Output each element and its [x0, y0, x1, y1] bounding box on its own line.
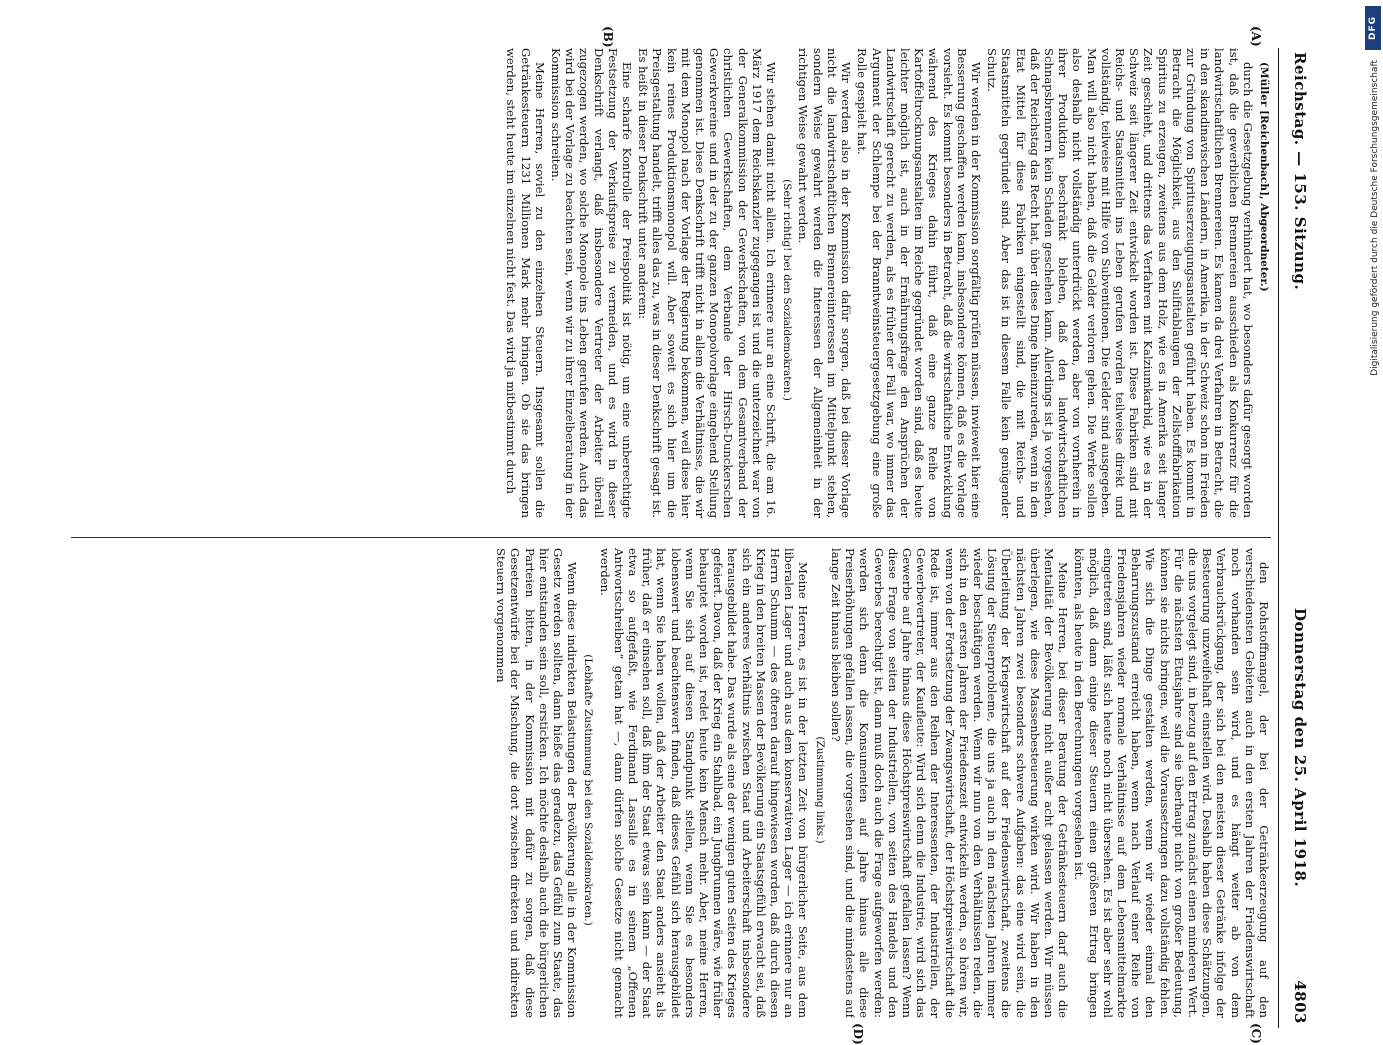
- rotated-page: [45, 26, 1315, 1045]
- page-number: 4803: [1291, 980, 1309, 1024]
- margin-letter-b: (B): [601, 26, 615, 48]
- right-column: [71, 548, 1271, 1018]
- left-column: [71, 48, 1271, 518]
- paragraph: Meine Herren, soviel zu den einzelnen Steuern. Insgesamt sollen die Getränkesteuern 1231 Millionen Mark mehr bringen. Ob sie das bringen werden, steht heute im einzelnen nicht fest. Das wird ja mitbestimmt durch: [504, 48, 547, 518]
- dfg-logo: DFG: [1365, 6, 1381, 50]
- paragraph: durch die Gesetzgebung verhindert hat, wo besonders dafür gesorgt worden ist, daß die gewerblichen Brennereien ausschieden als Konkurrenz für die landwirtschaftlichen Brennereien. Es kamen da drei Verfahren in Betracht, die in den skandinavischen Ländern, in Amerika, in der Schweiz schon im Frieden zur Gründung von Spirituserzeugungsanstalten geführt haben. Es kommt in Betracht die Möglichkeit, aus den Sulfitablaugen der Zellstofffabrikation Spiritus zu erzeugen, zweitens aus dem Holz, wie es in Amerika seit langer Zeit geschieht, und drittens das Verfahren mit Kalziumkarbid, wie es in der Schweiz seit längerer Zeit entwickelt worden ist. Diese Fabriken sind mit Reichs- und Staatsmitteln ins Leben gerufen worden teilweise direkt und vollständig, teilweise mit Hilfe von Subventionen. Die Gelder sind ausgegeben. Man will also nicht haben, daß die Gelder verloren gehen. Die Werke sollen also deshalb nicht vollständig unterdrückt werden, aber von vornherein in ihrer Produktion beschränkt bleiben, daß den landwirtschaftlichen Schnapsbrennern kein Schaden geschehen kann. Allerdings ist ja vorgesehen, daß der Reichstag das Recht hat, über diese Dinge hineinzureden, wenn in den Etat Mittel für diese Fabriken eingestellt sind, die mit Reichs- und Staatsmitteln gegründet sind. Aber das ist in diesem Falle kein genügender Schutz.: [985, 48, 1255, 518]
- digitization-note: Digitalisierung gefördert durch die Deutsche Forschungsgemeinschaft: [1370, 60, 1380, 376]
- paragraph: Wenn diese indirekten Belastungen der Bevölkerung alle in der Kommission Gesetz werden sollten, dann hieße das geradezu, das Gefühl zum Staate, das hier entstanden sein soll, ersticken. Ich möchte deshalb auch die bürgerlichen Parteien bitten, in der Kommission mit dafür zu sorgen, daß diese Gesetzentwürfe bei der Mischung, die dort zwischen direkten und indirekten Steuern vorgenommen: [494, 548, 580, 1018]
- column-divider: [71, 537, 1271, 538]
- header-session: Reichstag. — 153. Sitzung.: [1291, 52, 1309, 291]
- interjection: (Zustimmung links.): [813, 736, 826, 844]
- margin-letter-d: (D): [851, 1023, 865, 1045]
- paragraph: Meine Herren, bei dieser Beratung der Getränkesteuern darf auch die Mentalität der Bevölkerung nicht außer acht gelassen werden. Wir müssen überlegen, wie diese Massenbesteuerung wirken wird. Wir haben in den nächsten Jahren zwei besonders schwere Aufgaben: das eine wird sein, die Überleitung der Kriegswirtschaft auf der Friedenswirtschaft, zweitens die Lösung der Steuerprobleme, die uns ja auch in den nächsten Jahren immer wieder beschäftigen werden. Wenn wir nun von den Verhältnissen reden, die sich in den ersten Jahren der Friedenszeit entwickeln werden, so hören wir, wenn von der Fortsetzung der Zwangswirtschaft, der Höchstpreiswirtschaft die Rede ist, immer aus den Reihen der Interessenten, der Industriellen, der Gewerbevertreter, der Kaufleute: Wird sich denn die Industrie, wird sich das Gewerbe auf Jahre hinaus diese Höchstpreiswirtschaft gefallen lassen? Wenn diese Frage von seiten der Industriellen, von seiten des Handels und den Gewerbes berechtigt ist, dann muß doch auch die Frage aufgeworfen werden: werden sich denn die Konsumenten auf Jahre hinaus alle diese Preiserhöhungen gefallen lassen, die vorgesehen sind, und die mindestens auf lange Zeit hinaus bleiben sollen?: [828, 548, 1071, 1018]
- interjection: (Sehr richtig! bei den Sozialdemokraten.): [781, 179, 794, 401]
- header-date: Donnerstag den 25. April 1918.: [1291, 608, 1309, 888]
- margin-letter-c: (C): [1249, 1023, 1263, 1044]
- page-header: [1278, 48, 1315, 1028]
- paragraph: Wir stehen damit nicht allein. Ich erinnere nur an eine Schrift, die am 16. März 1917 dem Reichskanzler zugegangen ist und die unterzeichnet war von der Generalkommission der Gewerkschaften, von dem Gesamtverband der christlichen Gewerkschaften, dem Verbande der Hirsch-Dunckerschen Gewerkvereine und in der zu der ganzen Monopolvorlage eingehend Stellung genommen ist. Diese Denkschrift trifft nicht in allem die Verhältnisse, die wir mit dem Monopol nach der Vorlage der Regierung bekommen, weil diese hier kein reines Produktionsmonopol will. Aber soweit es sich hier um die Preisgestaltung handelt, trifft alles das zu, was in dieser Denkschrift gesagt ist. Es heißt in dieser Denkschrift unter anderem:: [636, 48, 779, 518]
- margin-letter-a: (A): [1249, 26, 1263, 47]
- digitization-strip: [1363, 0, 1383, 1000]
- paragraph: Meine Herren, es ist in der letzten Zeit von bürgerlicher Seite, aus dem liberalen Lager und auch aus dem konservativen Lager — ich erinnere nur an Herrn Schumm — des öfteren darauf hingewiesen worden, daß durch diesen Krieg in den breiten Massen der Bevölkerung ein Staatsgefühl erwacht sei, daß sich ein anderes Verhältnis zwischen Staat und Arbeiterschaft insbesondere herausgebildet habe. Das wurde als eine der wenigen guten Seiten des Krieges gefeiert. Davon, daß der Krieg ein Stahlbad, ein Jungbrunnen wäre, wie früher behauptet worden ist, redet heute kein Mensch mehr. Aber, meine Herren, wenn Sie sich auf diesen Standpunkt stellen, wenn Sie es besonders lobenswert und beachtenswert finden, daß dieses Gefühl sich herausgebildet hat, wenn Sie haben wollen, daß der Arbeiter den Staat anders ansieht als früher, daß er einsehen soll, daß ihm der Staat etwas sein kann — der Staat etwa so aufgefaßt, wie Ferdinand Lassalle es in seinem „Offenen Antwortschreiben“ getan hat —, dann dürfen solche Gesetze nicht gemacht werden.: [597, 548, 811, 1018]
- interjection: (Lebhafte Zustimmung bei den Sozialdemokraten.): [582, 654, 595, 926]
- paragraph: Wir werden in der Kommission sorgfältig prüfen müssen, inwieweit hier eine Besserung geschaffen werden kann, insbesondere können, daß es die Vorlage vorsieht. Es kommt besonders in Betracht, daß die wirtschaftliche Entwicklung während des Krieges dahin führt, daß eine ganze Reihe von Kartoffeltrocknungsanstalten im Reiche gegründet worden sind, daß es heute leichter möglich ist, auch in der Ernährungsfrage den Ansprüchen der Landwirtschaft gerecht zu werden, als es früher der Fall war, wo immer das Argument der Schlempe bei der Branntweinsteuergesetzgebung eine große Rolle gespielt hat.: [855, 48, 983, 518]
- paragraph: den Rohstoffmangel, der bei der Getränkeerzeugung auf den verschiedensten Gebieten auch in den ersten Jahren der Friedenswirtschaft noch vorhanden sein wird, und es hängt weiter ab von dem Verbrauchsrückgang, der sich bei den meisten dieser Getränke infolge der Besteuerung unzweifelhaft einstellen wird. Deshalb haben diese Schätzungen, die uns vorgelegt sind, in bezug auf den Ertrag zunächst einen minderen Wert. Für die nächsten Etatsjahre sind sie überhaupt nicht von großer Bedeutung, können sie nichts bringen, weil die Voraussetzungen dazu vollständig fehlen. Wie sich die Dinge gestalten werden, wenn wir wieder einmal den Beharrungszustand erreicht haben, wenn nach Verlauf einer Reihe von Friedensjahren wieder normale Verhältnisse auf dem Lebensmittelmarkte eingetreten sind, läßt sich heute noch nicht übersehen. Es ist aber sehr wohl möglich, daß dann einige dieser Steuern einen größeren Ertrag bringen könnten, als heute in den Berechnungen vorgesehen ist.: [1072, 548, 1271, 1018]
- speaker-attribution: (Müller [Reichenbach], Abgeordneter.): [1258, 62, 1270, 292]
- paragraph: Wir werden also in der Kommission dafür sorgen, daß bei dieser Vorlage nicht die landwirtschaftlichen Brennereiinteressen im Mittelpunkt stehen, sondern Weise gewahrt werden die Interessen der Allgemeinheit in der richtigen Weise gewahrt werden.: [796, 48, 854, 518]
- paragraph: Eine scharfe Kontrolle der Preispolitik ist nötig, um eine unberechtigte Festsetzung der Verkaufspreise zu vermeiden, und es wird in dieser Denkschrift verlangt, daß insbesondere Vertreter der Arbeiter überall zugezogen werden, wo solche Monopole ins Leben gerufen werden. Auch das wird bei der Vorlage zu beachten sein, wenn wir zu ihrer Einzelberatung in der Kommission schreiten.: [549, 48, 635, 518]
